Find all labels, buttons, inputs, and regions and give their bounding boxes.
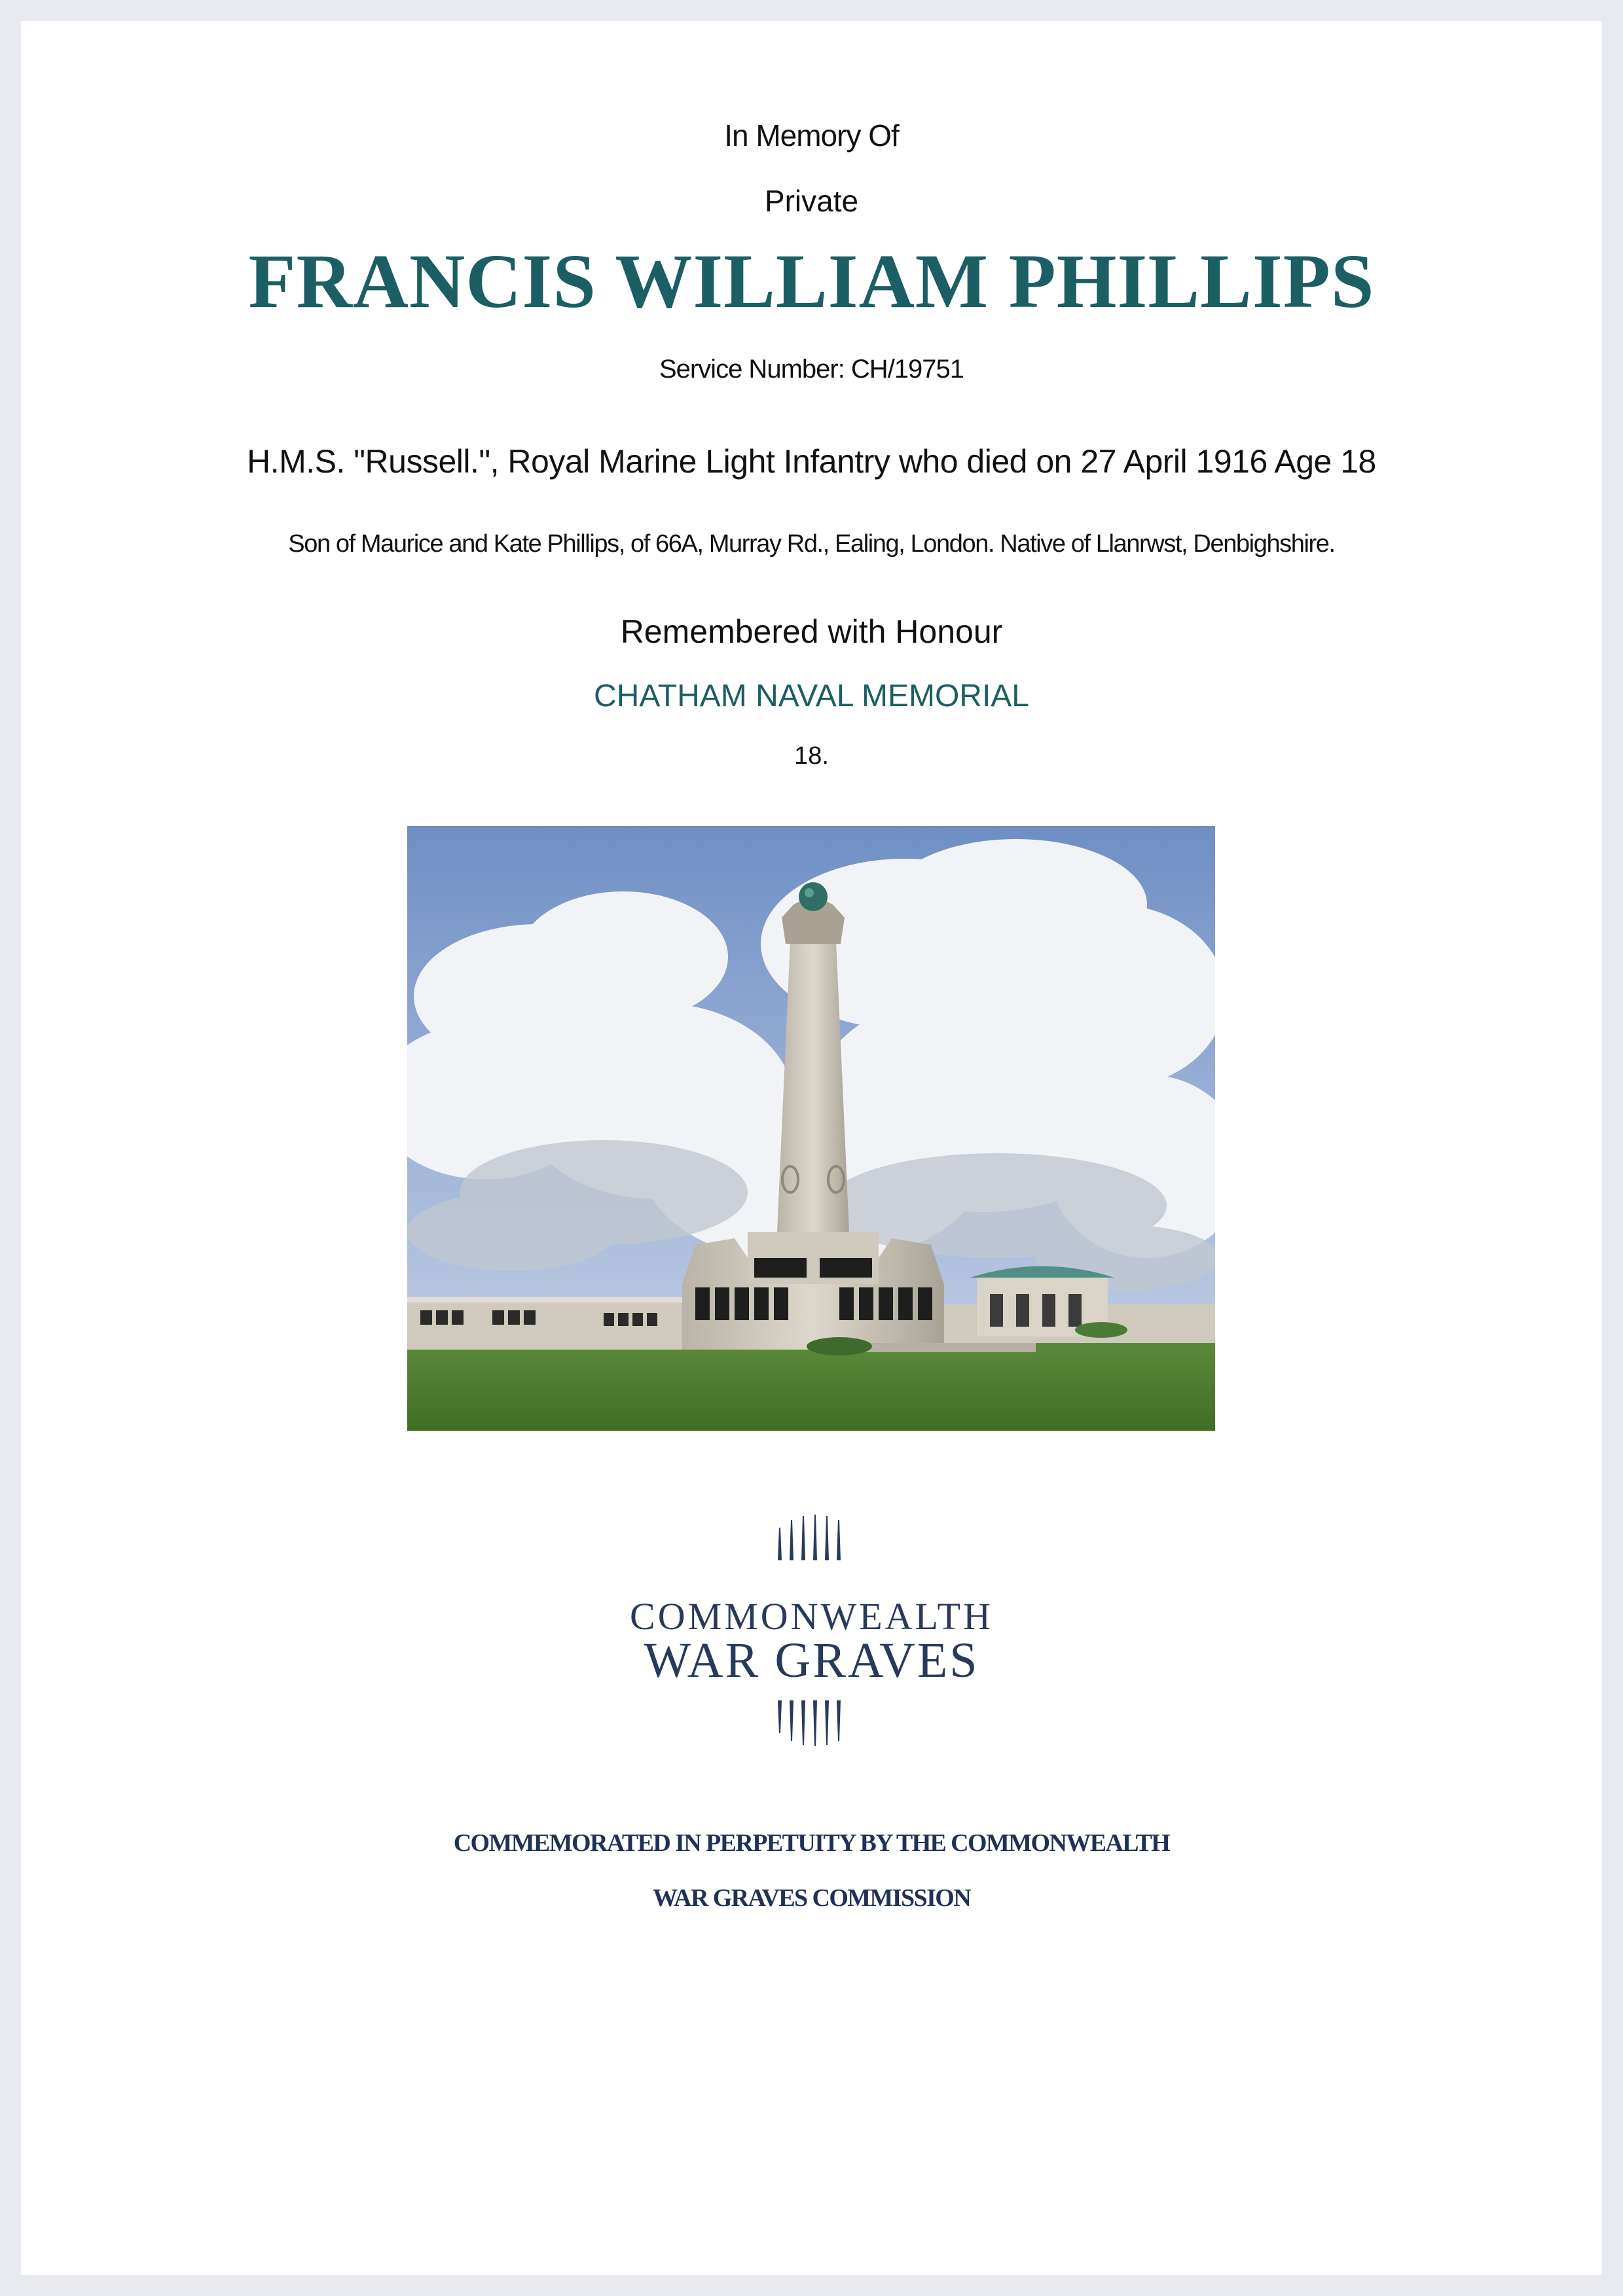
commemoration-line-1: COMMEMORATED IN PERPETUITY BY THE COMMONWEALTH xyxy=(453,1829,1170,1857)
memorial-reference: 18. xyxy=(794,742,829,770)
certificate-page xyxy=(21,21,1602,2275)
memorial-photo xyxy=(407,826,1215,1431)
unit-and-death-details: H.M.S. "Russell.", Royal Marine Light Infantry who died on 27 April 1916 Age 18 xyxy=(247,443,1376,480)
family-details: Son of Maurice and Kate Phillips, of 66A, Murray Rd., Ealing, London. Native of Llanrwst, Denbighshire. xyxy=(288,530,1335,558)
rank-label: Private xyxy=(764,184,859,218)
memorial-name: CHATHAM NAVAL MEMORIAL xyxy=(594,679,1029,713)
service-number: Service Number: CH/19751 xyxy=(659,355,964,384)
casualty-name: FRANCIS WILLIAM PHILLIPS xyxy=(248,238,1375,324)
remembered-with-honour: Remembered with Honour xyxy=(620,613,1003,650)
logo-text-war-graves: WAR GRAVES xyxy=(644,1633,979,1688)
commemoration-line-2: WAR GRAVES COMMISSION xyxy=(652,1884,971,1912)
logo-text-commonwealth: COMMONWEALTH xyxy=(630,1595,993,1638)
cwgc-bottom-bars-icon xyxy=(773,1700,851,1746)
in-memory-of-heading: In Memory Of xyxy=(724,118,899,152)
cwgc-top-bars-icon xyxy=(773,1515,851,1560)
cwgc-bottom-bars xyxy=(21,1700,1602,1746)
